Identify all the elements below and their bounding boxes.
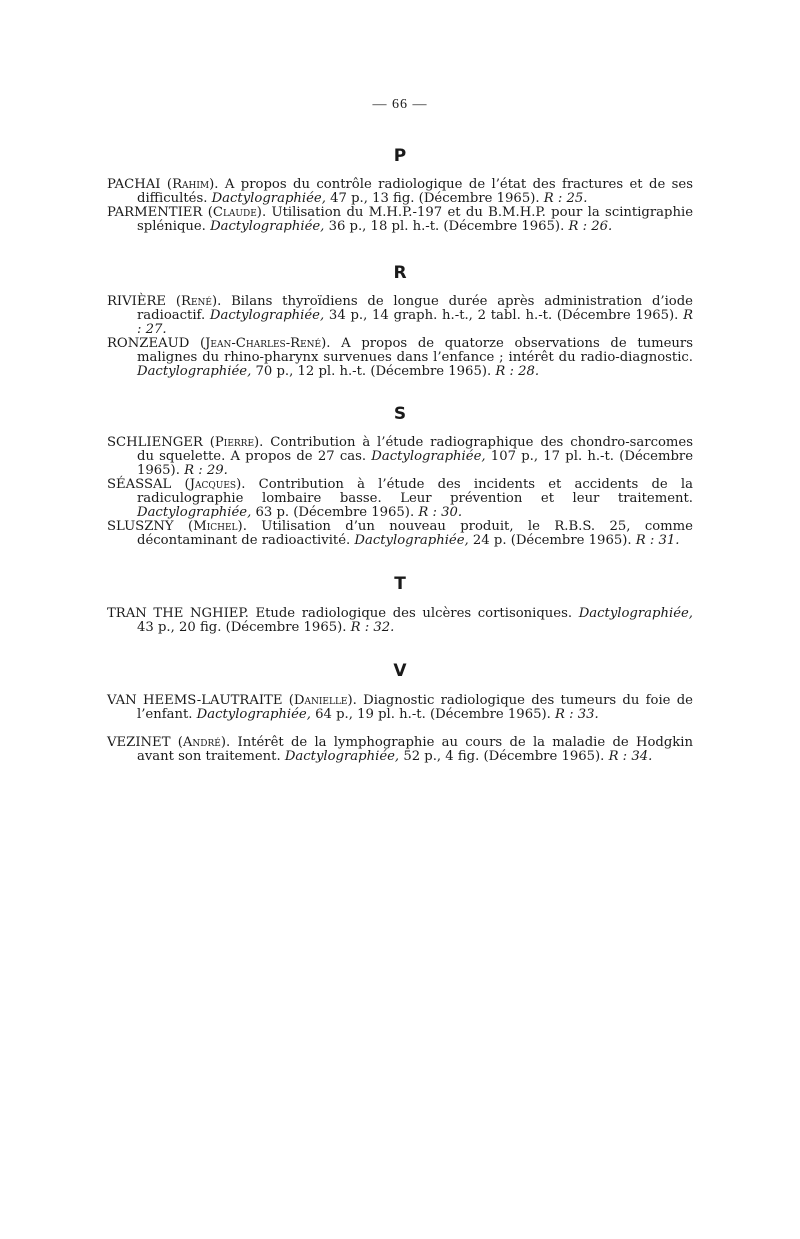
- entry-title: . Contribution à l’étude radiographique des chondro-sarcomes du squelette. A propos de 27 cas.: [137, 435, 693, 464]
- bibliography-entry: RONZEAUD (Jean-Charles-René). A propos de quatorze observations de tumeurs malignes du rhino-pharynx survenues dans l’enfance ; intérêt du radio-diagnostic. Dactylographiée, 70 p., 12 pl. h.-t. (Décembre 1965). R : 28.: [107, 336, 693, 379]
- entry-journal: Dactylographiée,: [578, 606, 693, 621]
- entry-title: . Utilisation du M.H.P.-197 et du B.M.H.P. pour la scintigraphie splénique.: [137, 205, 694, 234]
- entry-author: TRAN THE NGHIEP: [107, 606, 245, 621]
- entry-details: 64 p., 19 pl. h.-t. (Décembre 1965).: [310, 706, 556, 722]
- entry-details: 107 p., 17 pl. h.-t. (Décembre 1965).: [137, 448, 693, 478]
- entry-author: RIVIÈRE: [107, 294, 167, 309]
- entry-reference: R : 28.: [495, 363, 540, 379]
- section-letter-p: P: [393, 146, 407, 166]
- entry-journal: Dactylographiée,: [354, 532, 469, 548]
- entry-author: VAN HEEMS-LAUTRAITE: [107, 693, 283, 708]
- entry-given-name: Rahim: [172, 177, 210, 192]
- bibliography-entry: PACHAI (Rahim). A propos du contrôle radiologique de l’état des fractures et de ses difficultés. Dactylographiée, 47 p., 13 fig. (Décembre 1965). R : 25.: [107, 177, 693, 206]
- entry-journal: Dactylographiée,: [137, 363, 252, 379]
- entry-author: PACHAI: [107, 177, 161, 192]
- page-number: — 66 —: [372, 97, 428, 112]
- entry-details: 47 p., 13 fig. (Décembre 1965).: [325, 190, 544, 206]
- entry-given-name: André: [182, 735, 221, 750]
- entry-reference: R : 30.: [418, 504, 463, 520]
- entry-reference: R : 34.: [608, 748, 653, 764]
- entry-title: . A propos du contrôle radiologique de l’état des fractures et de ses difficultés.: [137, 177, 693, 206]
- entry-author: SLUSZNY: [107, 519, 174, 534]
- entry-details: 34 p., 14 graph. h.-t., 2 tabl. h.-t. (Décembre 1965).: [324, 307, 684, 323]
- entry-title: . Bilans thyroïdiens de longue durée après administration d’iode radioactif.: [137, 294, 693, 323]
- entry-details: 36 p., 18 pl. h.-t. (Décembre 1965).: [324, 218, 569, 234]
- entry-reference: R : 25.: [543, 190, 588, 206]
- entry-journal: Dactylographiée,: [284, 748, 400, 764]
- bibliography-entry: [107, 607, 693, 635]
- entry-title: . Utilisation d’un nouveau produit, le R.B.S. 25, comme décontaminant de radioactivité.: [137, 519, 693, 548]
- entry-title: . Diagnostic radiologique des tumeurs du foie de l’enfant.: [137, 693, 693, 722]
- entry-details: 24 p. (Décembre 1965).: [468, 532, 636, 548]
- bibliography-entry: VEZINET (André). Intérêt de la lymphographie au cours de la maladie de Hodgkin avant son traitement. Dactylographiée, 52 p., 4 fig. (Décembre 1965). R : 34.: [107, 735, 693, 764]
- section-letter-v: V: [393, 661, 407, 681]
- bibliography-entry: PARMENTIER (Claude). Utilisation du M.H.P.-197 et du B.M.H.P. pour la scintigraphie splénique. Dactylographiée, 36 p., 18 pl. h.-t. (Décembre 1965). R : 26.: [107, 205, 694, 234]
- section-letter-s: S: [393, 404, 407, 424]
- entry-reference: R : 32.: [350, 619, 395, 635]
- entry-details: 70 p., 12 pl. h.-t. (Décembre 1965).: [251, 363, 496, 379]
- entry-journal: Dactylographiée,: [196, 706, 311, 722]
- entry-reference: R : 27.: [137, 307, 694, 337]
- entry-details: 63 p. (Décembre 1965).: [251, 504, 419, 520]
- entry-author: PARMENTIER: [107, 205, 203, 220]
- entry-given-name: Jean-Charles-René: [205, 336, 322, 351]
- section-letter-t: T: [394, 574, 406, 594]
- bibliography-entry: SLUSZNY (Michel). Utilisation d’un nouveau produit, le R.B.S. 25, comme décontaminant de radioactivité. Dactylographiée, 24 p. (Décembre 1965). R : 31.: [107, 519, 693, 548]
- entry-author: VEZINET: [107, 735, 171, 750]
- bibliography-entry: SCHLIENGER (Pierre). Contribution à l’étude radiographique des chondro-sarcomes du squelette. A propos de 27 cas. Dactylographiée, 107 p., 17 pl. h.-t. (Décembre 1965). R : 29.: [107, 435, 693, 478]
- entry-author: SÉASSAL: [107, 477, 172, 492]
- bibliography-entry: SÉASSAL (Jacques). Contribution à l’étude des incidents et accidents de la radiculographie lombaire basse. Leur prévention et leur traitement. Dactylographiée, 63 p. (Décembre 1965). R : 30.: [107, 477, 693, 520]
- bibliography-entry: VAN HEEMS-LAUTRAITE (Danielle). Diagnostic radiologique des tumeurs du foie de l’enfant. Dactylographiée, 64 p., 19 pl. h.-t. (Décembre 1965). R : 33.: [107, 693, 693, 722]
- entry-reference: R : 33.: [555, 706, 599, 722]
- section-letter-r: R: [393, 263, 407, 283]
- entry-given-name: René: [181, 294, 212, 309]
- entry-title: . Etude radiologique des ulcères cortisoniques.: [244, 606, 579, 621]
- bibliography-entry: RIVIÈRE (René). Bilans thyroïdiens de longue durée après administration d’iode radioactif. Dactylographiée, 34 p., 14 graph. h.-t., 2 tabl. h.-t. (Décembre 1965). R : 27.: [107, 294, 694, 337]
- entry-details: 52 p., 4 fig. (Décembre 1965).: [399, 748, 609, 764]
- entry-title: . A propos de quatorze observations de tumeurs malignes du rhino-pharynx survenues dans l’enfance ; intérêt du radio-diagnostic.: [137, 336, 693, 365]
- entry-given-name: Claude: [212, 205, 257, 220]
- entry-title: . Contribution à l’étude des incidents et accidents de la radiculographie lombaire basse. Leur prévention et leur traitement.: [137, 477, 693, 506]
- entry-reference: R : 29.: [184, 462, 228, 478]
- entry-title: . Intérêt de la lymphographie au cours de la maladie de Hodgkin avant son traitement.: [137, 735, 693, 764]
- entry-journal: Dactylographiée,: [210, 218, 325, 234]
- entry-journal: Dactylographiée,: [371, 448, 486, 464]
- entry-reference: R : 26.: [568, 218, 613, 234]
- entry-details: 43 p., 20 fig. (Décembre 1965).: [137, 619, 351, 635]
- entry-journal: Dactylographiée,: [137, 504, 252, 520]
- entry-given-name: Danielle: [293, 693, 348, 708]
- entry-author: RONZEAUD: [107, 336, 190, 351]
- entry-author: SCHLIENGER: [107, 435, 203, 450]
- entry-reference: R : 31.: [635, 532, 680, 548]
- entry-journal: Dactylographiée,: [209, 307, 325, 323]
- entry-given-name: Michel: [193, 519, 238, 534]
- entry-given-name: Pierre: [214, 435, 255, 450]
- entry-journal: Dactylographiée,: [211, 190, 326, 206]
- entry-given-name: Jacques: [189, 477, 237, 492]
